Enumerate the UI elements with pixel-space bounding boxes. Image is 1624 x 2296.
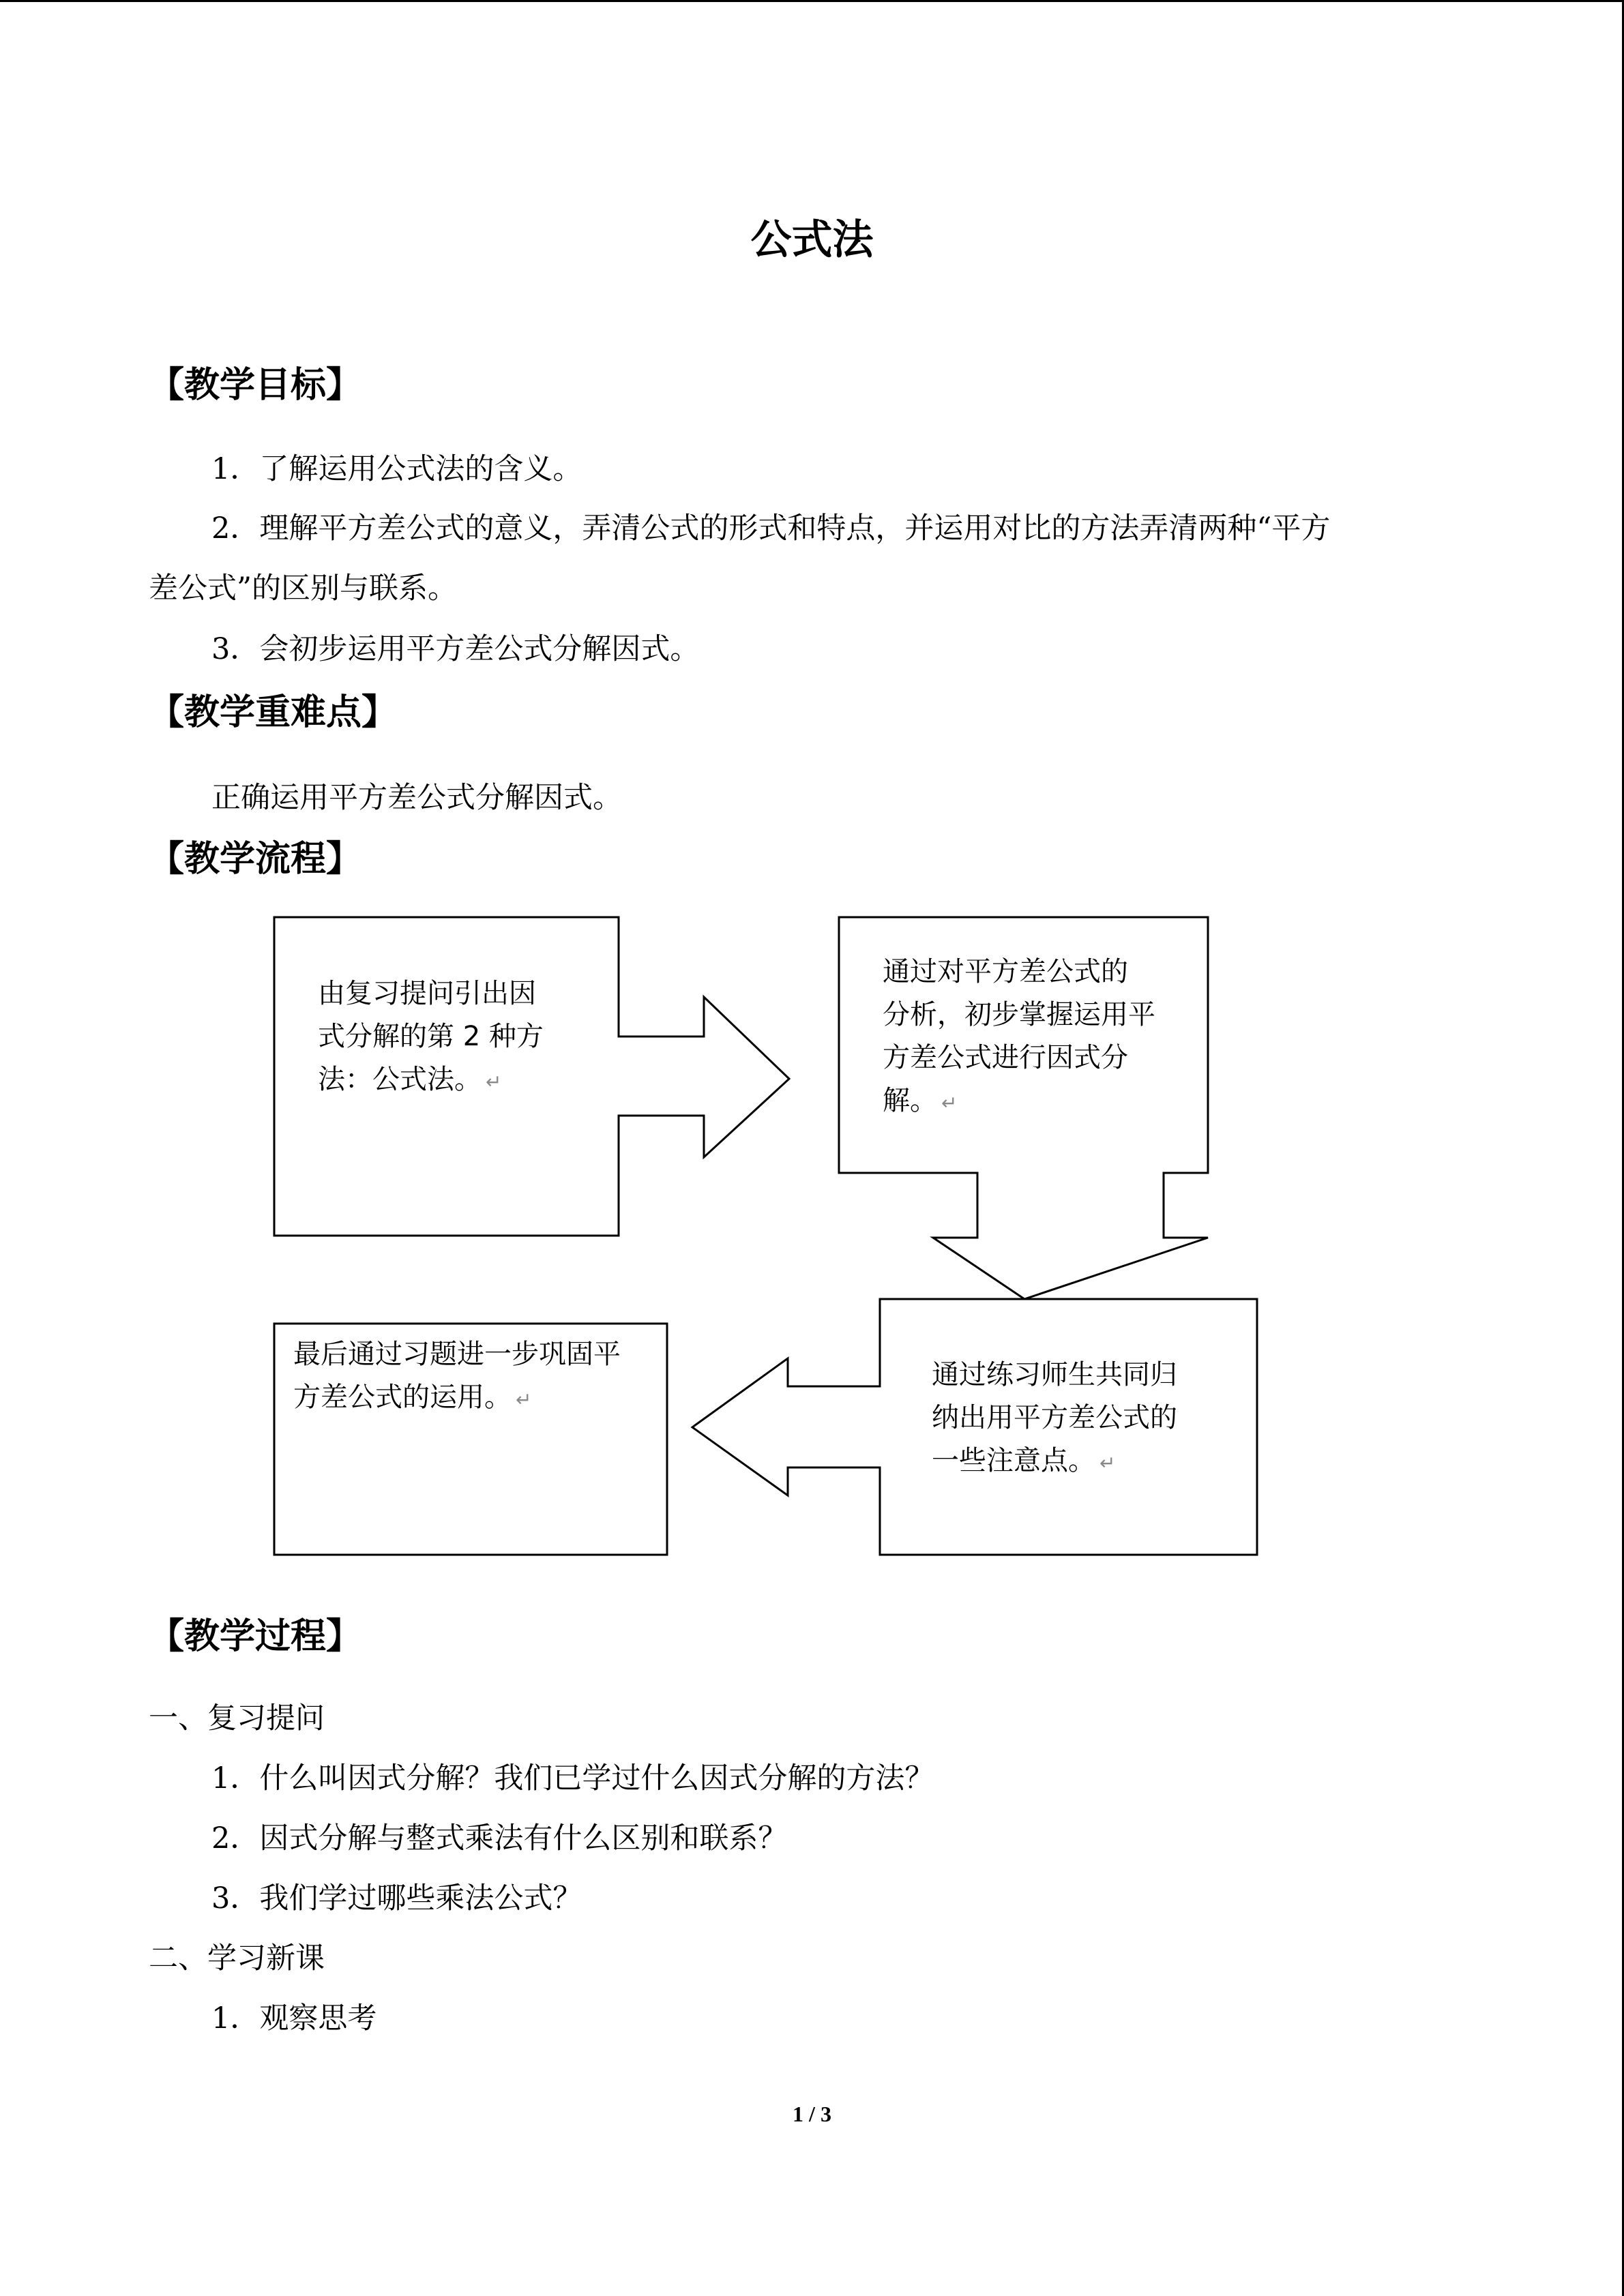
goal-item-3: 3．会初步运用平方差公式分解因式。	[211, 632, 700, 666]
process-part-2: 二、学习新课	[149, 1941, 325, 1976]
goal-item-2-continued: 差公式”的区别与联系。	[149, 571, 457, 606]
process-part-1: 一、复习提问	[149, 1701, 325, 1735]
flow-box-3-line: 一些注意点。	[932, 1445, 1095, 1476]
flow-box-2-line: 分析，初步掌握运用平	[883, 999, 1155, 1030]
flow-box-2-line: 解。	[883, 1085, 937, 1116]
flow-box-3-line: 纳出用平方差公式的	[932, 1402, 1177, 1433]
flow-box-1-line: 由复习提问引出因	[318, 978, 536, 1009]
goal-item-2: 2．理解平方差公式的意义，弄清公式的形式和特点，并运用对比的方法弄清两种“平方	[211, 511, 1331, 546]
flow-box-1-line: 法：公式法。	[318, 1064, 482, 1095]
process-question-3: 3．我们学过哪些乘法公式？	[211, 1881, 582, 1915]
flow-box-4-line: 方差公式的运用。	[293, 1382, 512, 1413]
document-title: 公式法	[750, 216, 874, 264]
flow-box-4-line: 最后通过习题进一步巩固平	[293, 1339, 621, 1370]
flow-box-1-line: 式分解的第 2 种方	[318, 1021, 544, 1052]
process-sub-1: 1．观察思考	[211, 2001, 377, 2036]
return-mark-icon: ↵	[486, 1071, 502, 1093]
heading-flow: 【教学流程】	[149, 839, 362, 880]
flow-box-4-text	[293, 1333, 621, 1421]
process-question-2: 2．因式分解与整式乘法有什么区别和联系？	[211, 1821, 788, 1855]
heading-goals: 【教学目标】	[149, 365, 362, 406]
heading-key-points: 【教学重难点】	[149, 692, 398, 733]
page-number: 1 / 3	[793, 2102, 831, 2126]
flow-box-3-line: 通过练习师生共同归	[932, 1359, 1177, 1390]
return-mark-icon: ↵	[1099, 1452, 1116, 1474]
flow-box-2-text	[883, 951, 1155, 1124]
flow-box-2-line: 通过对平方差公式的	[883, 956, 1128, 987]
flow-box-1-text	[318, 972, 544, 1103]
goal-item-1: 1．了解运用公式法的含义。	[211, 452, 582, 486]
return-mark-icon: ↵	[516, 1388, 532, 1411]
key-points-text: 正确运用平方差公式分解因式。	[211, 781, 622, 815]
return-mark-icon: ↵	[941, 1092, 958, 1114]
heading-process: 【教学过程】	[149, 1616, 362, 1657]
process-question-1: 1．什么叫因式分解？我们已学过什么因式分解的方法？	[211, 1761, 934, 1795]
flow-box-3-text	[932, 1354, 1177, 1485]
flow-box-2-line: 方差公式进行因式分	[883, 1042, 1128, 1073]
